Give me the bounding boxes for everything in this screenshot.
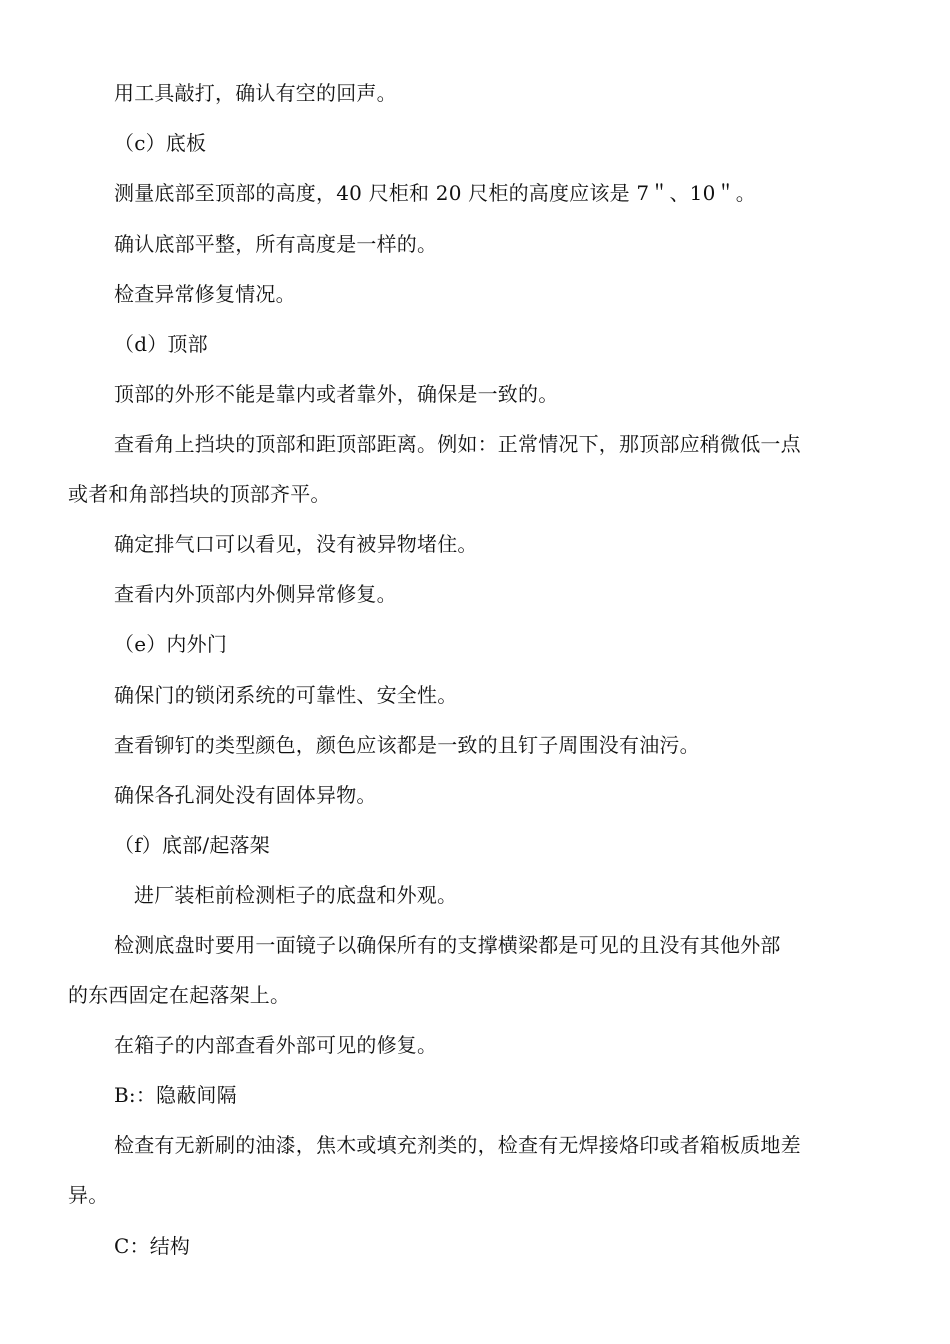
paragraph-line: 检查有无新刷的油漆，焦木或填充剂类的，检查有无焊接烙印或者箱板质地差 [114, 1133, 801, 1157]
paragraph-line: 用工具敲打，确认有空的回声。 [114, 81, 397, 105]
paragraph-line: 查看铆钉的类型颜色，颜色应该都是一致的且钉子周围没有油污。 [114, 733, 700, 757]
section-heading-b: B:：隐蔽间隔 [114, 1083, 237, 1107]
paragraph-line: 查看角上挡块的顶部和距顶部距离。例如：正常情况下，那顶部应稍微低一点 [114, 432, 801, 456]
paragraph-line-continuation: 的东西固定在起落架上。 [68, 983, 291, 1007]
paragraph-line-continuation: 或者和角部挡块的顶部齐平。 [68, 482, 331, 506]
paragraph-line: 确认底部平整，所有高度是一样的。 [114, 232, 438, 256]
section-heading-f: （f）底部/起落架 [114, 833, 270, 857]
paragraph-line-continuation: 异。 [68, 1183, 109, 1207]
section-heading-c: （c）底板 [114, 131, 207, 155]
paragraph-line: 测量底部至顶部的高度，40 尺柜和 20 尺柜的高度应该是 7＂、10＂。 [114, 181, 756, 205]
paragraph-line: 进厂装柜前检测柜子的底盘和外观。 [134, 883, 458, 907]
paragraph-line: 确定排气口可以看见，没有被异物堵住。 [114, 532, 478, 556]
paragraph-line: 检查异常修复情况。 [114, 282, 296, 306]
section-heading-c-structure: C：结构 [114, 1234, 191, 1258]
section-heading-e: （e）内外门 [114, 632, 228, 656]
section-heading-d: （d）顶部 [114, 332, 208, 356]
paragraph-line: 检测底盘时要用一面镜子以确保所有的支撑横梁都是可见的且没有其他外部 [114, 933, 781, 957]
paragraph-line: 确保门的锁闭系统的可靠性、安全性。 [114, 683, 458, 707]
paragraph-line: 查看内外顶部内外侧异常修复。 [114, 582, 397, 606]
paragraph-line: 顶部的外形不能是靠内或者靠外，确保是一致的。 [114, 382, 559, 406]
paragraph-line: 确保各孔洞处没有固体异物。 [114, 783, 377, 807]
paragraph-line: 在箱子的内部查看外部可见的修复。 [114, 1033, 438, 1057]
